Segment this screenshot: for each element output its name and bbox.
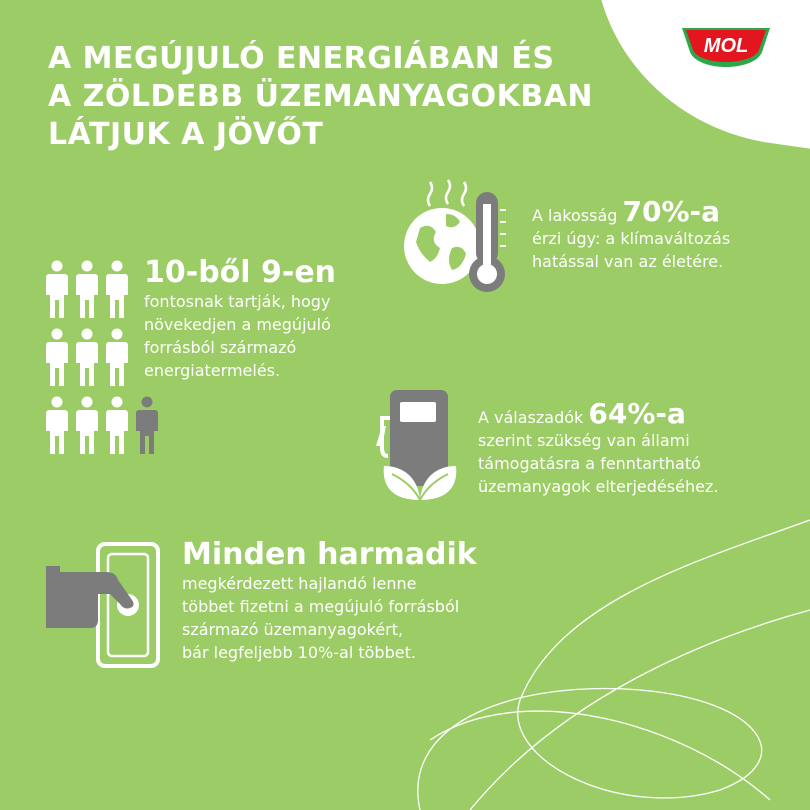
stat-fuel-line-1 bbox=[478, 397, 718, 430]
stat-people bbox=[144, 256, 336, 382]
stat-climate bbox=[532, 195, 731, 273]
stat-money-line-1: megkérdezett hajlandó lenne bbox=[182, 574, 417, 593]
stat-climate-line-3: hatással van az életére. bbox=[532, 252, 724, 271]
stat-money bbox=[182, 538, 477, 664]
stat-people-headline: 10-ből 9-en bbox=[144, 255, 337, 290]
stat-climate-prefix: A lakosság bbox=[532, 206, 623, 225]
title-line-1: A MEGÚJULÓ ENERGIÁBAN ÉS bbox=[48, 41, 555, 76]
stat-people-line-1: fontosnak tartják, hogy bbox=[144, 292, 331, 311]
stat-fuel-line-3: támogatásra a fenntartható bbox=[478, 454, 701, 473]
stat-people-line-2: növekedjen a megújuló bbox=[144, 315, 331, 334]
stat-fuel-highlight: 64%-a bbox=[588, 397, 686, 430]
stat-climate-line-2: érzi úgy: a klímaváltozás bbox=[532, 229, 731, 248]
globe-thermometer-icon bbox=[400, 178, 510, 298]
stat-fuel-line-4: üzemanyagok elterjedéséhez. bbox=[478, 477, 719, 496]
title-line-3: LÁTJUK A JÖVŐT bbox=[48, 117, 324, 152]
fuel-pump-leaf-icon bbox=[370, 388, 470, 504]
stat-people-line-3: forrásból származó bbox=[144, 338, 297, 357]
stat-money-line-2: többet fizetni a megújuló forrásból bbox=[182, 597, 460, 616]
stat-people-line-4: energiatermelés. bbox=[144, 361, 281, 380]
stat-fuel-prefix: A válaszadók bbox=[478, 408, 589, 427]
svg-text:MOL: MOL bbox=[703, 35, 749, 57]
stat-fuel bbox=[478, 397, 719, 498]
page-title bbox=[48, 40, 593, 154]
title-line-2: A ZÖLDEBB ÜZEMANYAGOKBAN bbox=[48, 79, 594, 114]
stat-fuel-line-2: szerint szükség van állami bbox=[478, 431, 690, 450]
stat-money-line-4: bár legfeljebb 10%-al többet. bbox=[182, 643, 416, 662]
stat-money-headline: Minden harmadik bbox=[182, 537, 477, 572]
mol-logo bbox=[676, 20, 776, 80]
stat-climate-line-1 bbox=[532, 195, 730, 228]
hand-money-icon bbox=[44, 542, 166, 670]
stat-money-line-3: származó üzemanyagokért, bbox=[182, 620, 404, 639]
stat-climate-highlight: 70%-a bbox=[622, 195, 721, 228]
